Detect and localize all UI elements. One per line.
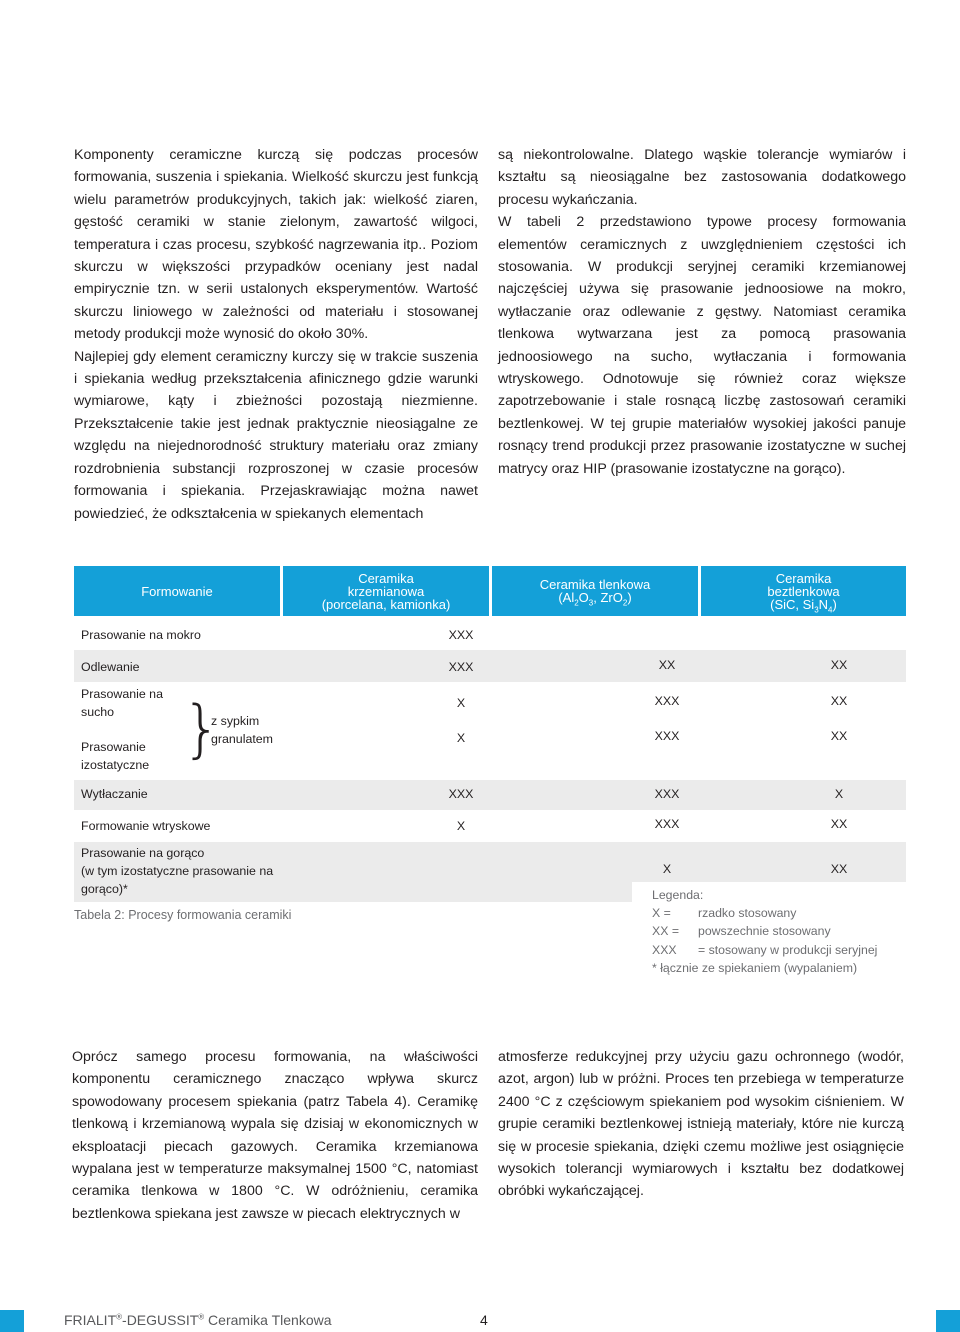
table-row-group: Prasowanie na sucho Prasowanie izostatyczne } z sypkim granulatem X XXX XX X XXX XX [81,687,848,772]
row-label-hot: Prasowanie na gorąco (w tym izostatyczne prasowanie na gorąco)* [81,846,274,896]
table-header [74,566,906,616]
legend-item: XXX = stosowany w produkcji seryjnej [652,942,878,957]
table-caption: Tabela 2: Procesy formowania ceramiki [74,908,292,922]
text-column-top-left [74,144,478,525]
legend-note: * łącznie ze spiekaniem (wypalaniem) [652,960,858,975]
text-column-top-right [498,144,906,480]
table-row: Formowanie wtryskowe X XXX XX [81,817,848,833]
header-ceramika-tlenkowa: Ceramika tlenkowa ($Al_2O_3$, ZrO$_2$) [492,566,698,616]
paragraph: atmosferze redukcyjnej przy użyciu gazu ochronnego (wodór, azot, argon) lub w próżni. Proces ten przebiega w temperaturze 2400 °C z częściowym spiekaniem pod wysokim ciśnieniem. W grupie ceramiki beztlenkowej istnieją materiały, które nie kurczą się w procesie spiekania, dzięki czemu możliwe jest osiągnięcie wysokich tolerancji wymiarowych i kształtu bez dodatkowej obróbki wykańczającej. [498,1049,904,1200]
row-label-iso: Prasowanie izostatyczne [81,740,150,772]
text-column-bottom-right [498,1046,904,1203]
group-note: z sypkim granulatem [211,714,273,746]
brace-icon: } [182,692,222,765]
legend [652,886,877,977]
paragraph: są niekontrolowalne. Dlatego wąskie tolerancje wymiarów i kształtu są nieosiągalne bez zastosowania dodatkowego procesu wykańczania. [498,147,906,208]
row-label-dry: Prasowanie na sucho [81,687,163,719]
text-column-bottom-left [72,1046,478,1225]
table-row: Prasowanie na gorąco (w tym izostatyczne prasowanie na gorąco)* X XX [74,842,906,902]
page-footer [0,1306,960,1332]
header-ceramika-beztlenkowa: Ceramika beztlenkowa (SiC, $Si_3N_4$) [701,566,906,616]
page-number: 4 [480,1312,488,1328]
paragraph: Oprócz samego procesu formowania, na właściwości komponentu ceramicznego znacząco wpływa skurcz spowodowany procesem spiekania (patrz Tabela 4). Ceramikę tlenkową i krzemianową wypala się dzisiaj w ekonomicznych w eksploatacji piecach gazowych. Ceramika krzemianowa wypalana jest w temperaturze maksymalnej 1500 °C, natomiast ceramika tlenkowa w 1800 °C. W odróżnieniu, ceramika beztlenkowa spiekana jest zawsze w piecach elektrycznych w [72,1049,478,1222]
paragraph: Komponenty ceramiczne kurczą się podczas procesów formowania, suszenia i spiekania. Wielkość skurczu jest funkcją wielu parametrów produkcyjnych, takich jak: wielkość ziaren, gęstość ceramiki w stanie zielonym, zawartość wilgoci, temperatura i czas procesu, szybkość nagrzewania itp.. Poziom skurczu w większości przypadków oceniany jest nadal empirycznie tzn. w serii ustalonych eksperymentów. Wartość skurczu liniowego w zależności od materiału i stosowanej metody produkcji może wynosić do około 30%. [74,147,478,343]
footer-square-right [936,1310,960,1332]
legend-title: Legenda: [652,888,704,902]
legend-item: X = rzadko stosowany [652,906,797,921]
table-row: Prasowanie na mokro XXX [81,628,474,642]
footer-brand: FRIALIT®-DEGUSSIT® Ceramika Tlenkowa [64,1312,332,1328]
table-row: Wytłaczanie XXX XXX X [74,780,906,810]
header-formowanie: Formowanie [74,566,280,616]
footer-square-left [0,1310,24,1332]
header-ceramika-krzemianowa: Ceramika krzemianowa (porcelana, kamionka) [283,566,489,616]
table-row: Odlewanie XXX XX XX [74,650,906,682]
legend-item: XX = powszechnie stosowany [652,924,831,939]
paragraph: W tabeli 2 przedstawiono typowe procesy formowania elementów ceramicznych z uwzględnieniem częstości ich stosowania. W produkcji seryjnej ceramiki krzemianowej najczęściej używa się prasowanie jednoosiowe na mokro, wytłaczanie oraz odlewanie z gęstwy. Natomiast ceramika tlenkowa wytwarzana jest za pomocą prasowania jednoosiowego na sucho, wytłaczania i formowania wtryskowego. Odnotowuje się również coraz większe zapotrzebowanie i stale rosnącą liczbę zastosowań ceramiki beztlenkowej. W tej grupie materiałów wysokiej jakości panuje rosnący trend produkcji przez prasowanie izostatyczne w suchej matrycy oraz HIP (prasowanie izostatyczne na gorąco). [498,214,906,477]
paragraph: Najlepiej gdy element ceramiczny kurczy się w trakcie suszenia i spiekania według przekształcenia afinicznego gdzie warunki wymiarowe, kąty i zbieżności pozostają niezmienne. Przekształcenie takie jest jednak praktycznie nieosiągalne ze względu na niejednorodność struktury materiału oraz zmiany rozdrobnienia substancji rozproszonej w czasie procesów formowania i spiekania. Przejaskrawiając można nawet powiedzieć, że odkształcenia w spiekanych elementach [74,348,478,522]
